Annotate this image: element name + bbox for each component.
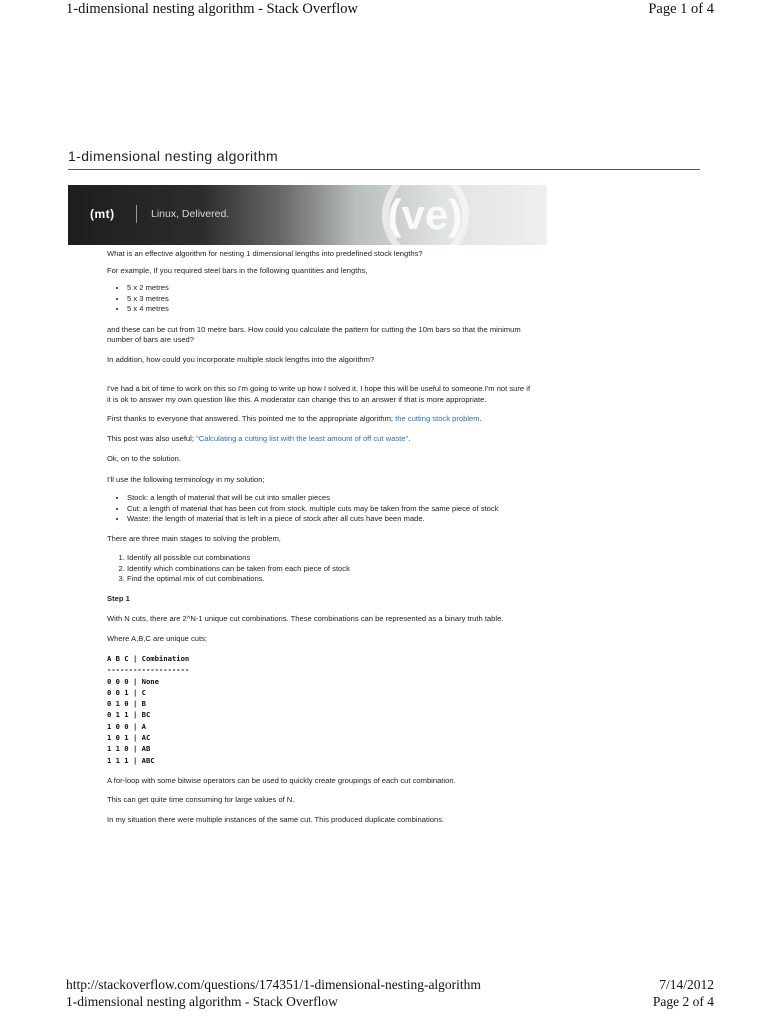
truth-table [107,653,532,766]
table-header: A B C | Combination [107,654,190,663]
advertisement-banner[interactable] [68,185,547,245]
question-paragraph: What is an effective algorithm for nesting 1 dimensional lengths into predefined stock lengths? [107,249,423,258]
stages-list [107,553,532,585]
list-item: • 5 x 3 metres [127,294,532,305]
footer-url: http://stackoverflow.com/questions/174351/1-dimensional-nesting-algorithm [66,977,481,992]
list-item: • 5 x 2 metres [127,283,532,294]
print-header [66,1,714,19]
footer-date: 7/14/2012 [659,977,714,992]
list-item: • 5 x 4 metres [127,304,532,315]
table-row: 1 0 0 | A [107,721,146,731]
question-title: 1-dimensional nesting algorithm [68,148,700,170]
answer-text: . [479,414,482,423]
answer-paragraph: This can get quite time consuming for large values of N. [107,795,295,805]
table-row: 1 1 1 | ABC [107,755,155,765]
question-paragraph: In addition, how could you incorporate multiple stock lengths into the algorithm? [107,354,375,364]
table-row: 0 0 0 | None [107,676,159,686]
table-rule: ------------------- [107,665,190,675]
table-row: 1 1 0 | AB [107,744,151,754]
banner-ve-logo-icon [368,185,538,245]
list-item: 2. Identify which combinations can be taken from each piece of stock [127,564,532,575]
footer-title: 1-dimensional nesting algorithm - Stack Overflow [66,994,338,1009]
answer-paragraph: There are three main stages to solving the problem, [107,533,281,543]
step-heading: Step 1 [107,593,130,603]
answer-text: First thanks to everyone that answered. This pointed me to the appropriate algorithm; [107,414,396,423]
question-paragraph: and these can be cut from 10 metre bars. How could you calculate the pattern for cutting the 10m bars so that the minimum number of bars are used? [107,324,521,344]
list-item: • Cut: a length of material that has been cut from stock. multiple cuts may be taken from the same piece of stock [127,504,532,515]
answer-paragraph: A for-loop with some bitwise operators can be used to quickly create groupings of each cut combination. [107,775,456,785]
table-row: 0 0 1 | C [107,687,146,697]
answer-paragraph [107,414,532,425]
terminology-list [107,493,532,525]
question-paragraph: For example, If you required steel bars in the following quantities and lengths, [107,265,368,275]
banner-mark: (ve) [387,191,463,238]
quantities-list [107,283,532,315]
list-item: 1. Identify all possible cut combinations [127,553,532,564]
table-row: 1 0 1 | AC [107,733,151,743]
print-header-title: 1-dimensional nesting algorithm - Stack Overflow [66,1,358,17]
answer-paragraph: I'll use the following terminology in my solution; [107,474,265,484]
list-item: 3. Find the optimal mix of cut combinations. [127,574,532,585]
banner-tagline: Linux, Delivered. [151,208,230,220]
answer-paragraph: Where A,B,C are unique cuts; [107,633,208,643]
answer-paragraph: I've had a bit of time to work on this so I'm going to write up how I solved it. I hope this will be useful to someone.I'm not sure if it is ok to answer my own question like this. A moderator can change this to an answer if that is more appropriate. [107,384,531,404]
cutting-stock-problem-link[interactable]: the cutting stock problem [395,414,480,423]
answer-text: This post was also useful; [107,433,197,443]
table-row: 0 1 1 | BC [107,710,151,720]
list-item: • Stock: a length of material that will be cut into smaller pieces [127,493,532,504]
answer-paragraph: In my situation there were multiple instances of the same cut. This produced duplicate combinations. [107,814,445,824]
post-body [107,249,532,825]
banner-divider [136,205,137,223]
cutting-list-link[interactable]: "Calculating a cutting list with the least amount of off cut waste" [196,433,409,443]
list-item: • Waste: the length of material that is left in a piece of stock after all cuts have been made. [127,514,532,525]
print-footer [66,977,714,1017]
print-header-page-number: Page 1 of 4 [648,1,714,17]
answer-paragraph: Ok, on to the solution. [107,454,181,463]
table-row: 0 1 0 | B [107,699,146,709]
answer-paragraph: With N cuts, there are 2^N-1 unique cut combinations. These combinations can be represented as a binary truth table. [107,614,504,623]
footer-page-number: Page 2 of 4 [652,994,714,1009]
answer-text: . [408,433,411,443]
banner-logo: (mt) [90,207,115,221]
answer-paragraph [107,434,532,445]
